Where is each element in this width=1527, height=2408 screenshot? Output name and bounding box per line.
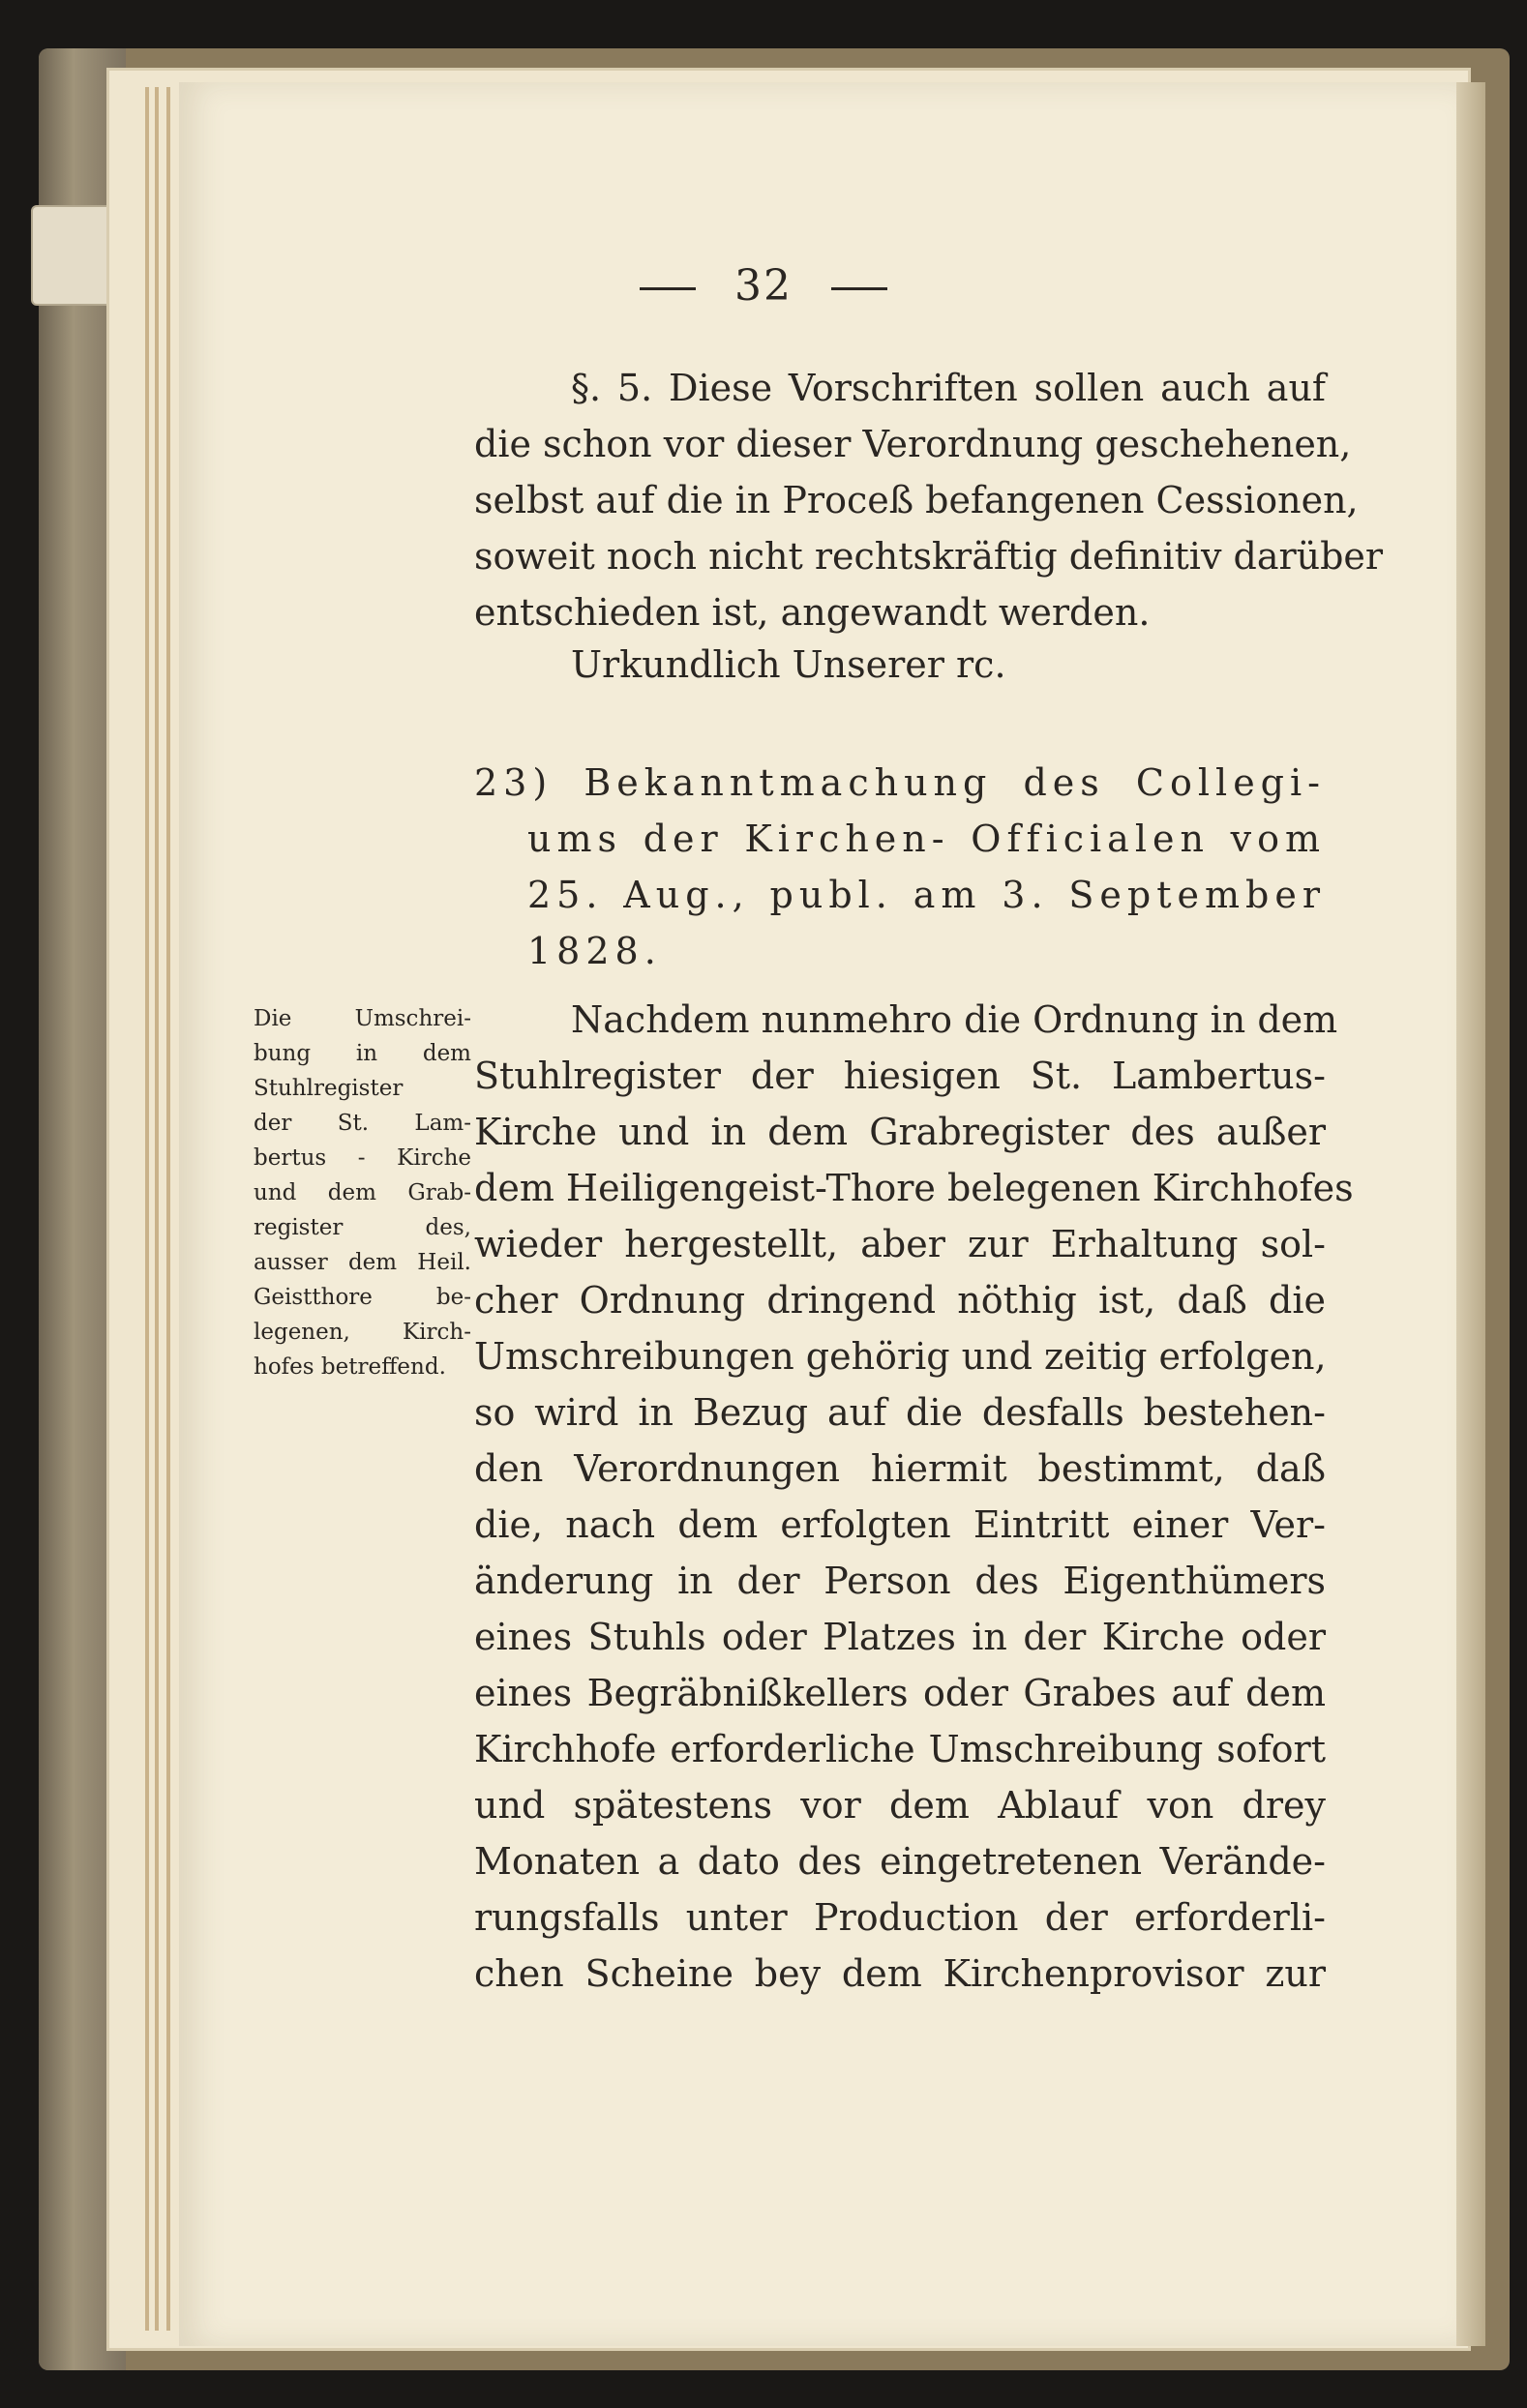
text-line: die schon vor dieser Verordnung geschehenen,: [474, 423, 1352, 465]
text-line: Nachdem nunmehro die Ordnung in dem: [571, 998, 1338, 1041]
text-line: Kirchhofe erforderliche Umschreibung sofort: [474, 1728, 1326, 1770]
text-line: Kirche und in dem Grabregister des außer: [474, 1111, 1326, 1153]
margin-line: register des,: [254, 1215, 471, 1240]
text-line: cher Ordnung dringend nöthig ist, daß die: [474, 1279, 1326, 1322]
page-number: 32: [734, 261, 793, 311]
margin-note: [254, 1001, 471, 1384]
text-line: wieder hergestellt, aber zur Erhaltung sol-: [474, 1223, 1326, 1265]
heading-line: ums der Kirchen- Officialen vom: [527, 818, 1326, 860]
page-right-edge: [1456, 82, 1485, 2346]
text-line: dem Heiligengeist-Thore belegenen Kirchhofes: [474, 1167, 1354, 1209]
main-paragraph: [474, 992, 1354, 2002]
text-line: und spätestens vor dem Ablauf von drey: [474, 1784, 1326, 1827]
text-line: rungsfalls unter Production der erforderli-: [474, 1896, 1326, 1939]
signature-line: Urkundlich Unserer rc.: [571, 643, 1006, 686]
margin-line: Die Umschrei-: [254, 1006, 471, 1031]
text-line: so wird in Bezug auf die desfalls bestehen-: [474, 1391, 1326, 1434]
margin-line: Stuhlregister: [254, 1076, 404, 1101]
text-line: Stuhlregister der hiesigen St. Lambertus-: [474, 1055, 1326, 1097]
text-line: §. 5. Diese Vorschriften sollen auch auf: [571, 367, 1326, 409]
heading-line: 1828.: [527, 930, 662, 972]
text-line: eines Stuhls oder Platzes in der Kirche oder: [474, 1616, 1326, 1658]
text-line: soweit noch nicht rechtskräftig definitiv darüber: [474, 535, 1384, 578]
text-line: änderung in der Person des Eigenthümers: [474, 1560, 1326, 1602]
text-line: eines Begräbnißkellers oder Grabes auf dem: [474, 1672, 1326, 1714]
text-line: Monaten a dato des eingetretenen Verände-: [474, 1840, 1326, 1883]
heading-line: 25. Aug., publ. am 3. September: [527, 874, 1326, 916]
page-edge-line: [166, 87, 170, 2331]
text-line: entschieden ist, angewandt werden.: [474, 591, 1151, 634]
announcement-heading: [474, 755, 1326, 979]
text-line: den Verordnungen hiermit bestimmt, daß: [474, 1447, 1326, 1490]
page-edge-line: [145, 87, 149, 2331]
heading-line: 23) Bekanntmachung des Collegi-: [474, 761, 1326, 804]
margin-line: Geistthore be-: [254, 1285, 471, 1310]
page-edge-line: [155, 87, 159, 2331]
margin-line: ausser dem Heil.: [254, 1250, 471, 1275]
text-line: selbst auf die in Proceß befangenen Cessionen,: [474, 479, 1359, 521]
text-line: die, nach dem erfolgten Eintritt einer Ver-: [474, 1503, 1326, 1546]
margin-line: hofes betreffend.: [254, 1354, 446, 1380]
header-dash-right: [831, 287, 887, 290]
header-dash-left: [640, 287, 696, 290]
text-line: Umschreibungen gehörig und zeitig erfolgen,: [474, 1335, 1327, 1378]
margin-line: der St. Lam-: [254, 1111, 471, 1136]
margin-line: und dem Grab-: [254, 1180, 471, 1205]
margin-line: bertus - Kirche: [254, 1145, 471, 1171]
text-line: chen Scheine bey dem Kirchenprovisor zur: [474, 1952, 1326, 1995]
margin-line: legenen, Kirch-: [254, 1320, 471, 1345]
page-header: [0, 261, 1527, 311]
margin-line: bung in dem: [254, 1041, 471, 1066]
section-5-paragraph: [474, 360, 1384, 640]
